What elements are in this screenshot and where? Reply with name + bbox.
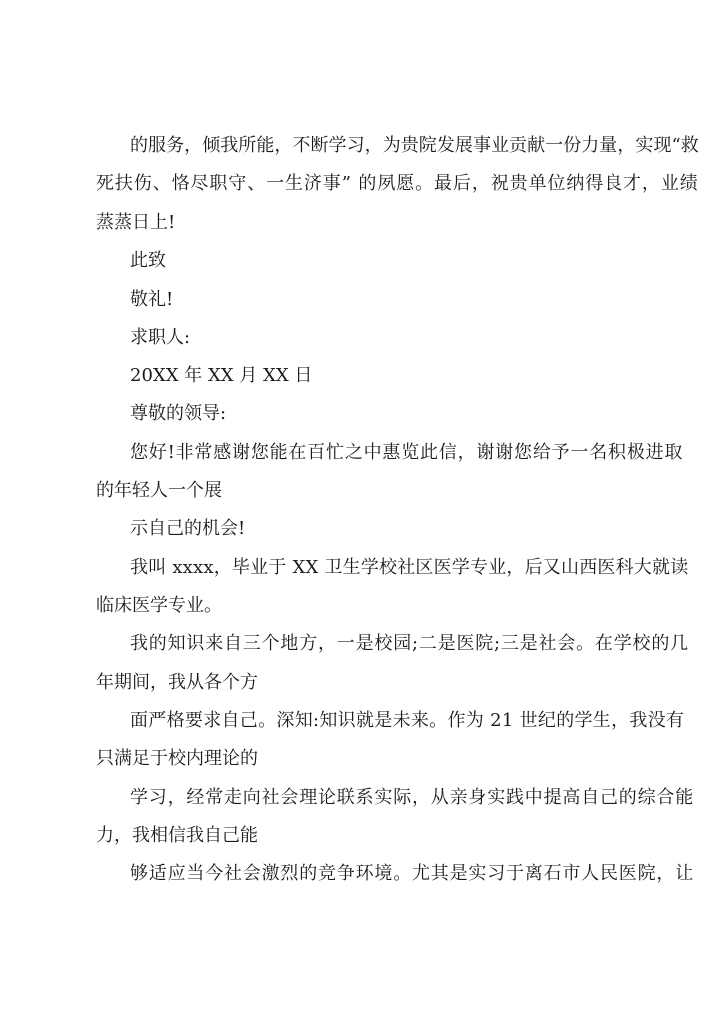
text-line-10: 的年轻人一个展: [96, 480, 222, 501]
text-line-respect: 敬礼!: [130, 289, 174, 310]
text-line-15: 年期间，我从各个方: [96, 672, 258, 693]
text-line-3: 蒸蒸日上!: [96, 212, 176, 233]
text-line-20: 够适应当今社会激烈的竞争环境。尤其是实习于离石市人民医院，让: [130, 863, 694, 884]
text-line-12: 我叫 xxxx，毕业于 XX 卫生学校社区医学专业，后又山西医科大就读: [130, 557, 689, 578]
text-line-2: 死扶伤、恪尽职守、一生济事” 的夙愿。最后，祝贵单位纳得良才，业绩: [96, 173, 699, 194]
text-line-1: 的服务，倾我所能，不断学习，为贵院发展事业贡献一份力量，实现“救: [130, 135, 699, 156]
text-line-greeting: 尊敬的领导:: [130, 403, 227, 424]
text-line-9: 您好!非常感谢您能在百忙之中惠览此信，谢谢您给予一名积极进取: [130, 442, 684, 463]
text-line-closing-salutation: 此致: [130, 250, 166, 271]
text-line-17: 只满足于校内理论的: [96, 748, 258, 769]
text-line-13: 临床医学专业。: [96, 595, 222, 616]
text-line-date: 20XX 年 XX 月 XX 日: [130, 365, 313, 386]
text-line-11: 示自己的机会!: [130, 518, 246, 539]
text-line-16: 面严格要求自己。深知:知识就是未来。作为 21 世纪的学生，我没有: [130, 710, 685, 731]
text-line-14: 我的知识来自三个地方，一是校园;二是医院;三是社会。在学校的几: [130, 633, 689, 654]
text-line-18: 学习，经常走向社会理论联系实际，从亲身实践中提高自己的综合能: [130, 787, 694, 808]
text-line-applicant: 求职人:: [130, 327, 191, 348]
text-line-19: 力，我相信我自己能: [96, 825, 258, 846]
